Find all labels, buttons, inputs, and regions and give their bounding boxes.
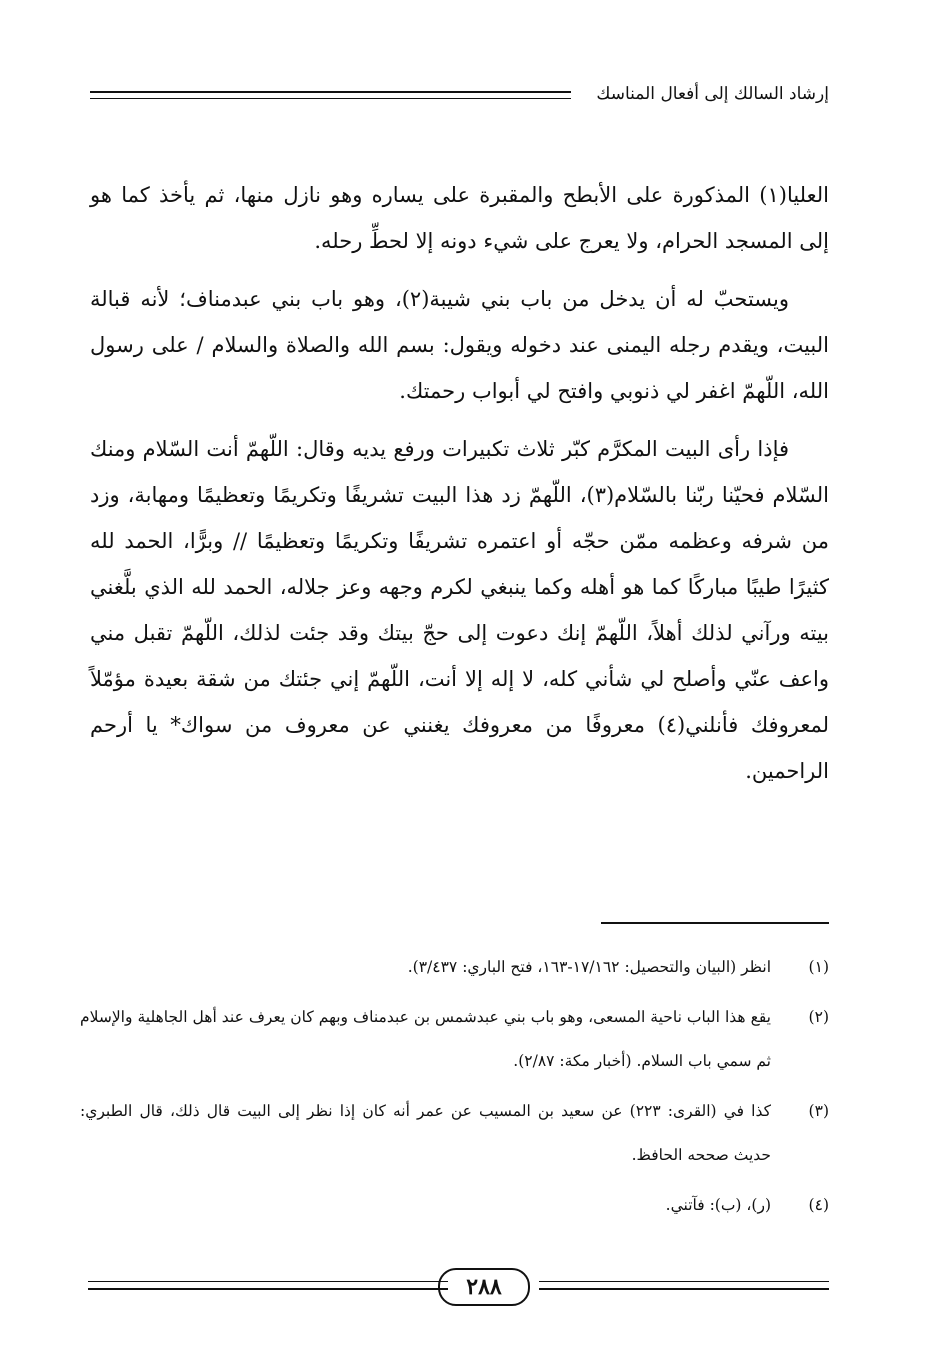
footnote-text: يقع هذا الباب ناحية المسعى، وهو باب بني عبدشمس بن عبدمناف وبهم كان يعرف عند أهل الجاهلية والإسلام ثم سمي باب السلام. (أخبار مكة: ٢/٨٧). xyxy=(80,1008,771,1070)
footer-divider-left xyxy=(88,1281,448,1290)
page-number: ٢٨٨ xyxy=(438,1268,530,1306)
footnote-text: انظر (البيان والتحصيل: ١٧/١٦٢-١٦٣، فتح الباري: ٣/٤٣٧). xyxy=(407,958,771,976)
footer-divider-right xyxy=(539,1281,829,1290)
paragraph-2: ويستحبّ له أن يدخل من باب بني شيبة(٢)، وهو باب بني عبدمناف؛ لأنه قبالة البيت، ويقدم رجله اليمنى عند دخوله ويقول: بسم الله والصلاة والسلام / على رسول الله، اللّهمّ اغفر لي ذنوبي وافتح لي أبواب رحمتك. xyxy=(90,287,829,403)
footnote-2 xyxy=(80,995,829,1083)
footnotes xyxy=(80,945,829,1233)
footnote-1 xyxy=(80,945,829,989)
running-header xyxy=(90,82,829,112)
footnote-4 xyxy=(80,1183,829,1227)
paragraph-1: العليا(١) المذكورة على الأبطح والمقبرة على يساره وهو نازل منها، ثم يأخذ كما هو إلى المسجد الحرام، ولا يعرج على شيء دونه إلا لحطِّ رحله. xyxy=(90,183,829,253)
book-title: إرشاد السالك إلى أفعال المناسك xyxy=(596,84,829,104)
footnote-text: كذا في (القرى: ٢٢٣) عن سعيد بن المسيب عن عمر أنه كان إذا نظر إلى البيت قال ذلك، قال الطبري: حديث صححه الحافظ. xyxy=(80,1102,771,1164)
paragraph-3: فإذا رأى البيت المكرَّم كبّر ثلاث تكبيرات ورفع يديه وقال: اللّهمّ أنت السّلام ومنك السّلام فحيّنا ربّنا بالسّلام(٣)، اللّهمّ زد هذا البيت تشريفًا وتكريمًا وتعظيمًا ومهابة، وزد من شرفه وعظمه ممّن حجّه أو اعتمره تشريفًا وتكريمًا وتعظيمًا // وبرًّا، الحمد لله كثيرًا طيبًا مباركًا كما هو أهله وكما ينبغي لكرم وجهه وعز جلاله، الحمد لله الذي بلَّغني بيته ورآني لذلك أهلاً، اللّهمّ إنك دعوت إلى حجّ بيتك وقد جئت لذلك، اللّهمّ تقبل مني واعف عنّي وأصلح لي شأني كله، لا إله إلا أنت، اللّهمّ إني جئتك من شقة بعيدة مؤمّلاً لمعروفك فأنلني(٤) معروفًا من معروفك يغنني عن معروف من سواك* يا أرحم الراحمين. xyxy=(90,437,829,783)
footnote-number: (١) xyxy=(808,958,829,976)
footnote-text: (ر)، (ب): فآتني. xyxy=(665,1196,771,1214)
footnote-number: (٤) xyxy=(808,1196,829,1214)
footnote-number: (٣) xyxy=(808,1102,829,1120)
page-footer xyxy=(88,1268,829,1308)
main-text xyxy=(90,172,829,806)
header-divider xyxy=(90,91,571,99)
footnote-divider xyxy=(601,922,829,924)
footnote-number: (٢) xyxy=(808,1008,829,1026)
footnote-3 xyxy=(80,1089,829,1177)
